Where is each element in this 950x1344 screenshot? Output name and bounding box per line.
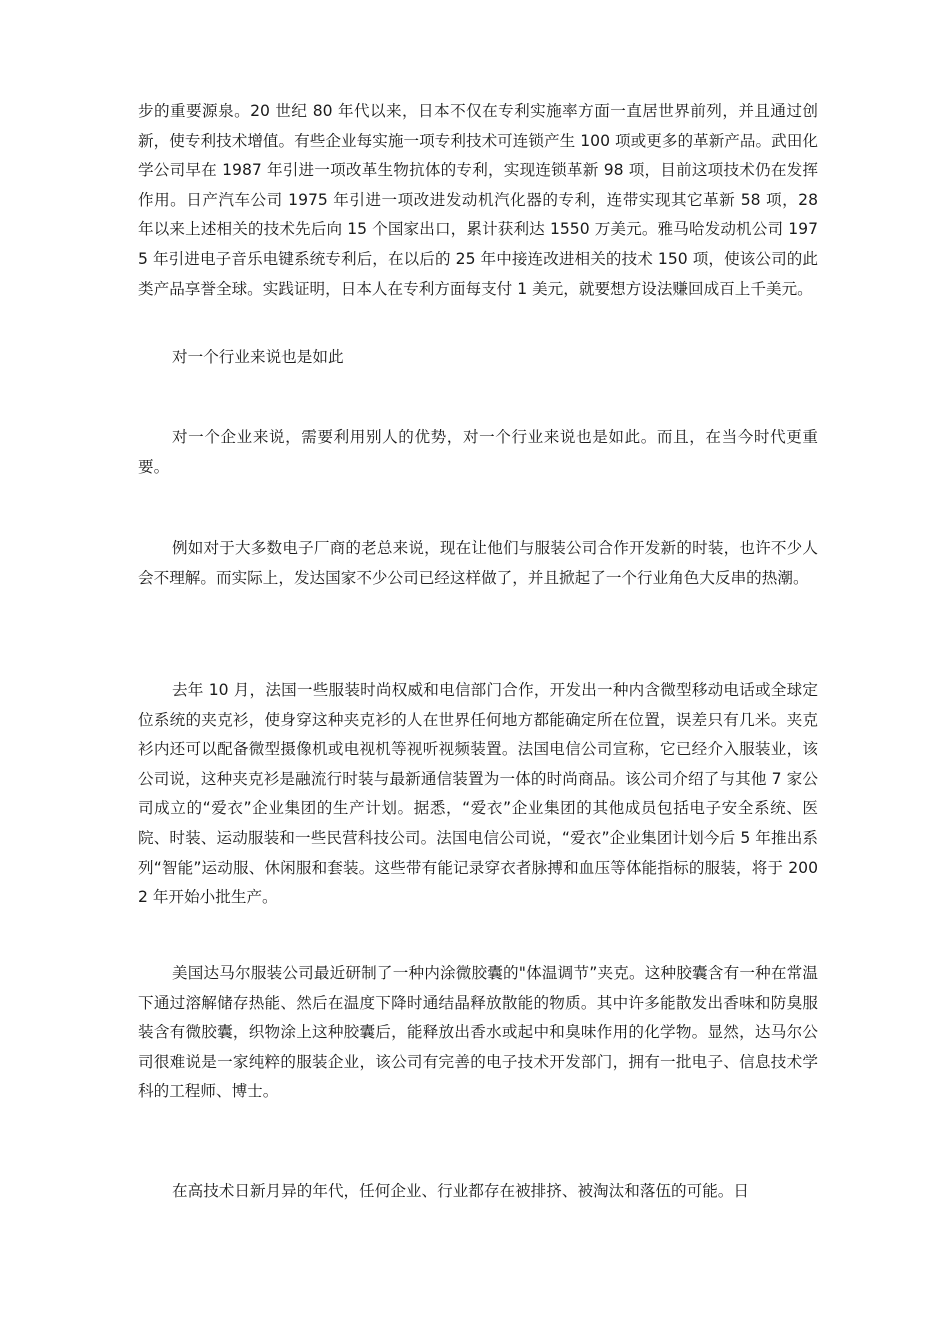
- paragraph-dama-jacket: 美国达马尔服装公司最近研制了一种内涂微胶囊的"体温调节”夹克。这种胶囊含有一种在常温下通过溶解储存热能、然后在温度下降时通结晶释放散能的物质。其中许多能散发出香味和防臭服装含有微胶囊，织物涂上这种胶囊后，能释放出香水或起中和臭味作用的化学物。显然，达马尔公司很难说是一家纯粹的服装企业，该公司有完善的电子技术开发部门，拥有一批电子、信息技术学科的工程师、博士。: [138, 964, 818, 1101]
- paragraph-industry-advantage: 对一个企业来说，需要利用别人的优势，对一个行业来说也是如此。而且，在当今时代更重要。: [138, 428, 818, 476]
- paragraph-electronics-fashion: 例如对于大多数电子厂商的老总来说，现在让他们与服装公司合作开发新的时装，也许不少人会不理解。而实际上，发达国家不少公司已经这样做了，并且掀起了一个行业角色大反串的热潮。: [138, 539, 818, 587]
- paragraph-japan-patents: 步的重要源泉。20 世纪 80 年代以来，日本不仅在专利实施率方面一直居世界前列，并且通过创新，使专利技术增值。有些企业每实施一项专利技术可连锁产生 100 项或更多的革新产品。武田化学公司早在 1987 年引进一项改革生物抗体的专利，实现连锁革新 98 项，目前这项技术仍在发挥作用。日产汽车公司 1975 年引进一项改进发动机汽化器的专利，连带实现其它革新 58 项，28 年以来上述相关的技术先后向 15 个国家出口，累计获利达 1550 万美元。雅马哈发动机公司 1975 年引进电子音乐电键系统专利后，在以后的 25 年中接连改进相关的技术 150 项，使该公司的此类产品享誉全球。实践证明，日本人在专利方面每支付 1 美元，就要想方设法赚回成百上千美元。: [138, 102, 818, 298]
- section-heading: 对一个行业来说也是如此: [172, 348, 344, 366]
- paragraph-france-telecom-jacket: 去年 10 月，法国一些服装时尚权威和电信部门合作，开发出一种内含微型移动电话或全球定位系统的夹克衫，使身穿这种夹克衫的人在世界任何地方都能确定所在位置，误差只有几米。夹克衫内还可以配备微型摄像机或电视机等视听视频装置。法国电信公司宣称，它已经介入服装业，该公司说，这种夹克衫是融流行时装与最新通信装置为一体的时尚商品。该公司介绍了与其他 7 家公司成立的“爱衣”企业集团的生产计划。据悉，“爱衣”企业集团的其他成员包括电子安全系统、医院、时装、运动服装和一些民营科技公司。法国电信公司说，“爱衣”企业集团计划今后 5 年推出系列“智能”运动服、休闲服和套装。这些带有能记录穿衣者脉搏和血压等体能指标的服装，将于 2002 年开始小批生产。: [138, 681, 818, 907]
- paragraph-high-tech-era: 在高技术日新月异的年代，任何企业、行业都存在被排挤、被淘汰和落伍的可能。日: [172, 1182, 749, 1200]
